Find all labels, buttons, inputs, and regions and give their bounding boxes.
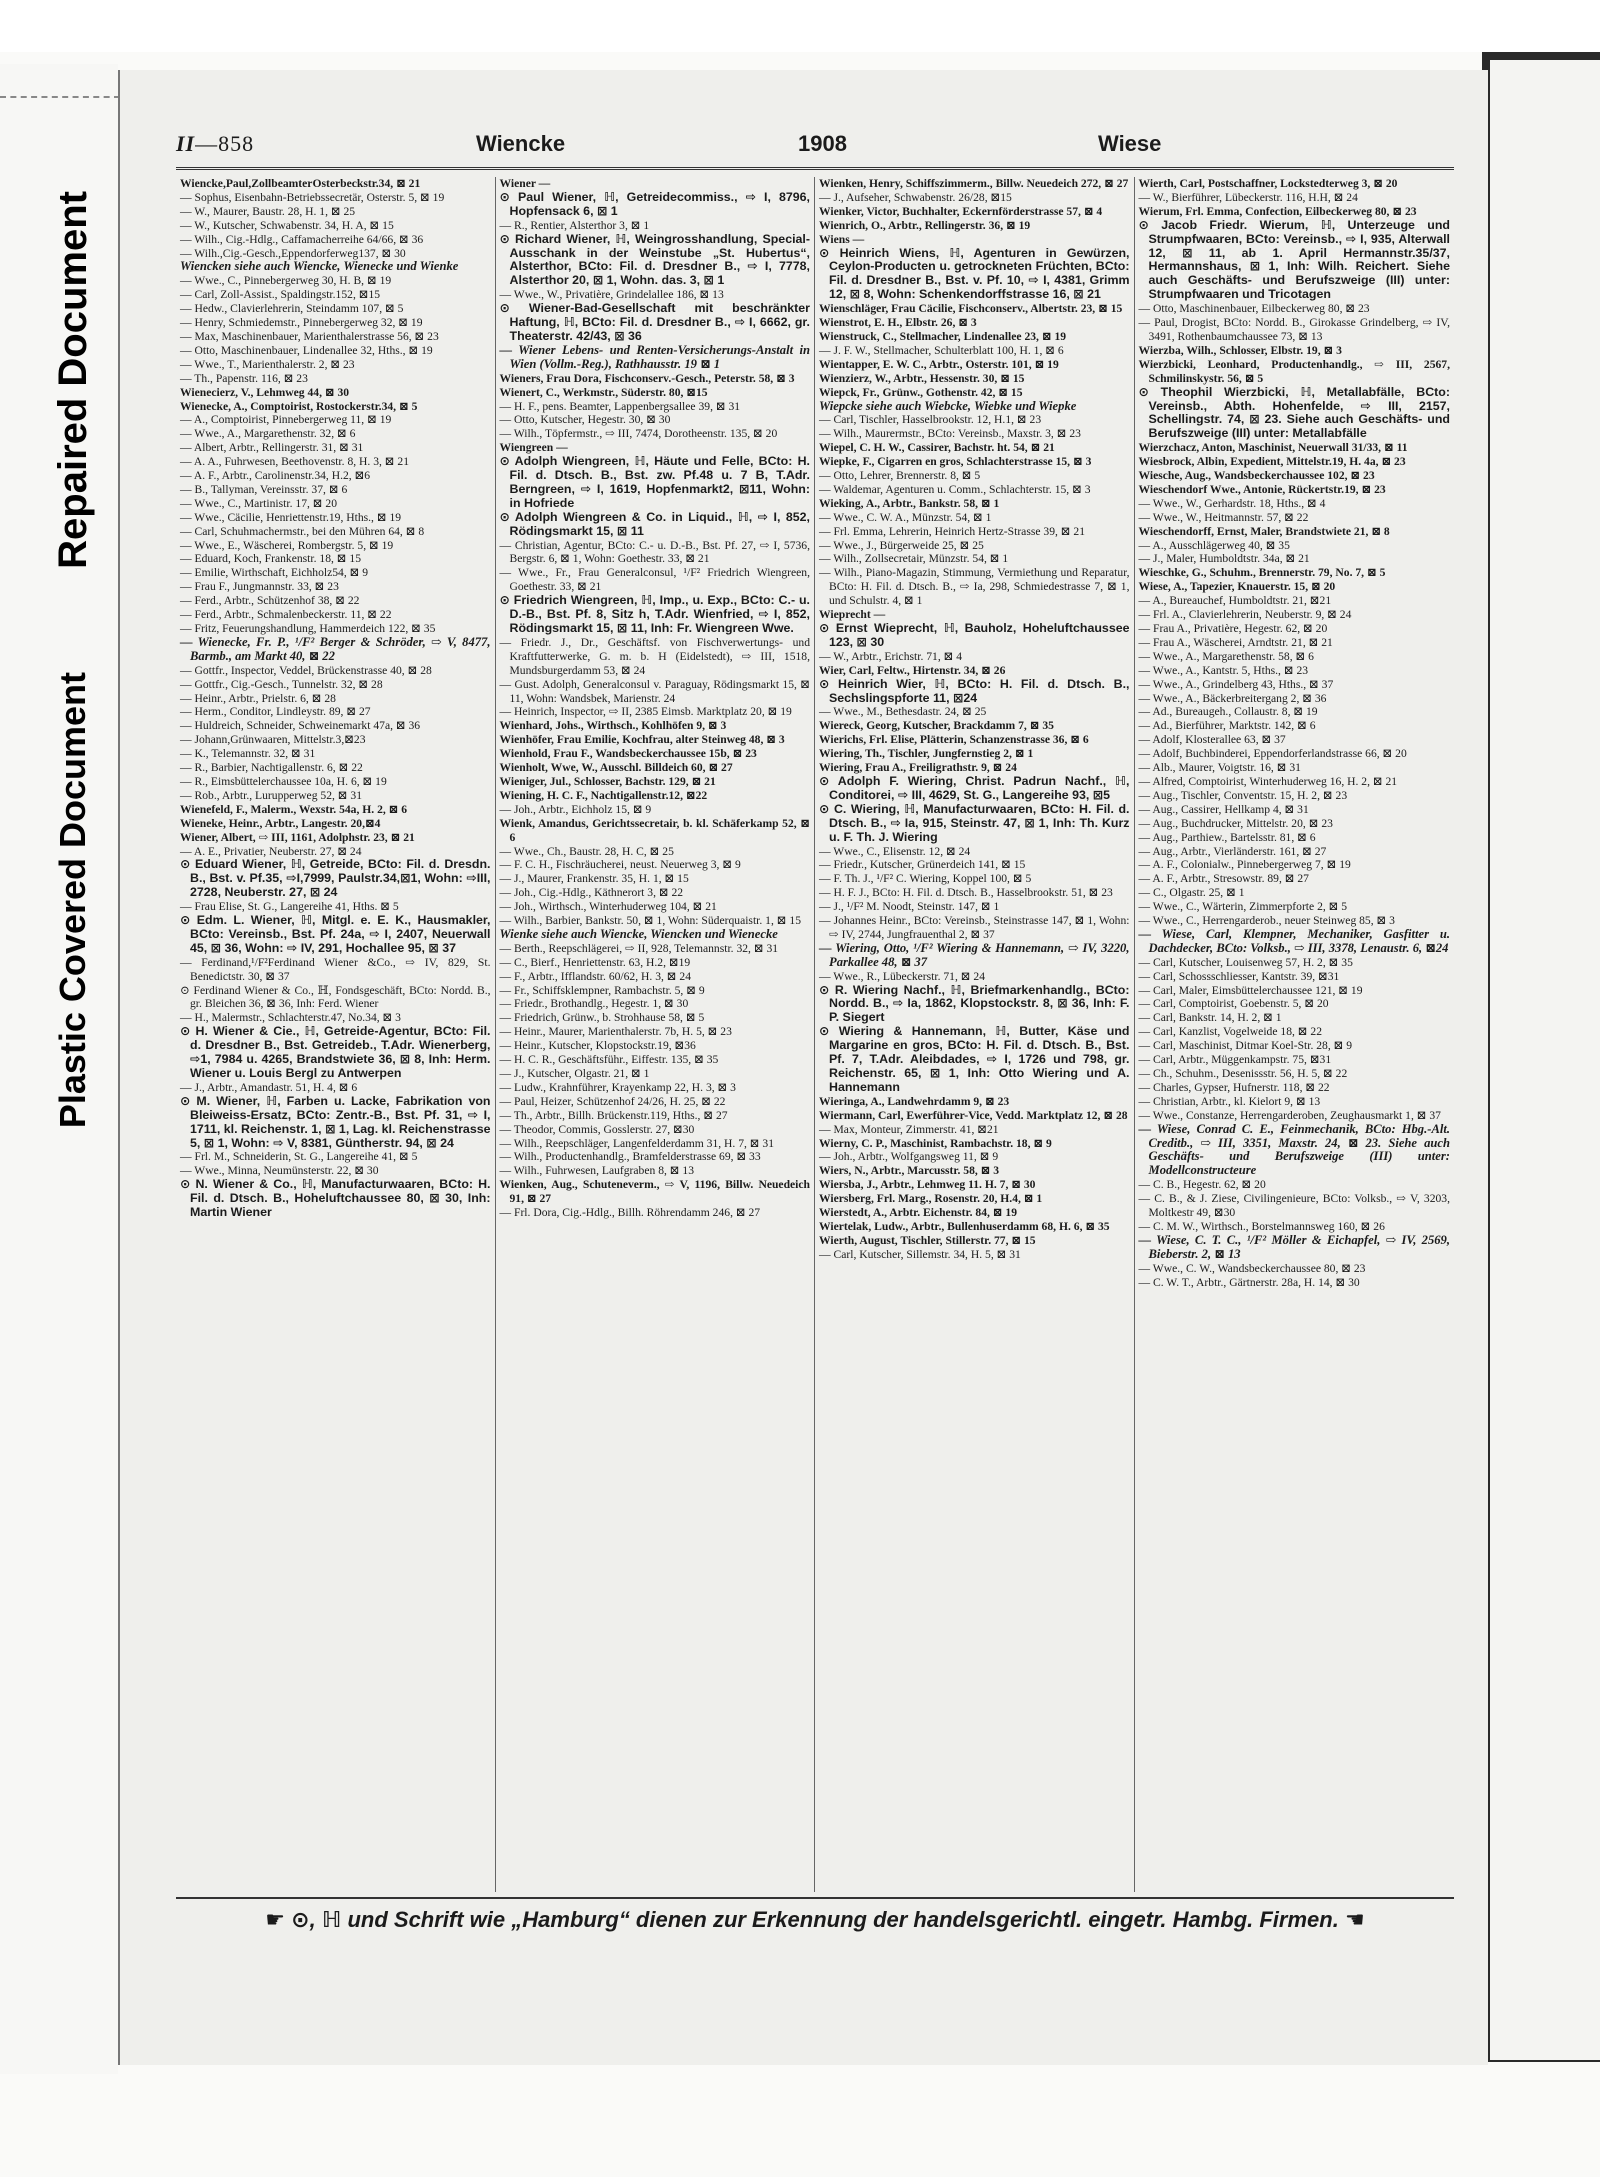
directory-entry: — Wwe., W., Privatière, Grindelallee 186, ⊠ 13: [499, 288, 724, 302]
directory-entry: Wiening, H. C. F., Nachtigallenstr.12, ⊠22: [499, 788, 708, 802]
directory-entry: — Carl, Maler, Eimsbüttelerchaussee 121, ⊠ 19: [1138, 983, 1363, 997]
directory-entry: — Carl, Schossschliesser, Kantstr. 39, ⊠31: [1138, 969, 1340, 983]
directory-entry: — A., Comptoirist, Pinnebergerweg 11, ⊠ 19: [180, 413, 392, 427]
directory-entry: Wienke siehe auch Wiencke, Wiencken und Wienecke: [499, 926, 778, 941]
directory-entry: — H. C. R., Geschäftsführ., Eiffestr. 135, ⊠ 35: [499, 1053, 719, 1067]
footer-symbols: ⊙, ℍ: [291, 1907, 342, 1932]
directory-entry: Wiepel, C. H. W., Cassirer, Bachstr. ht. 54, ⊠ 21: [819, 441, 1055, 455]
directory-entry: — H. F. J., BCto: H. Fil. d. Dtsch. B., Hasselbrookstr. 51, ⊠ 23: [819, 886, 1113, 900]
directory-entry: ⊙ C. Wiering, ℍ, Manufacturwaaren, BCto: H. Fil. d. Dtsch. B., ⇨ Ia, 915, Steinstr. 47, ⊠ 1, Inh: Th. Kurz u. F. Th. J. Wiering: [819, 801, 1130, 844]
directory-entry: — Frl. M., Schneiderin, St. G., Langereihe 41, ⊠ 5: [180, 1150, 418, 1164]
directory-entry: — Friedrich, Grünw., b. Strohhause 58, ⊠ 5: [499, 1011, 705, 1025]
directory-entry: — Waldemar, Agenturen u. Comm., Schlachterstr. 15, ⊠ 3: [819, 482, 1091, 496]
directory-entry: — Joh., Arbtr., Wolfgangsweg 11, ⊠ 9: [819, 1150, 999, 1164]
directory-entry: — C. M. W., Wirthsch., Borstelmannsweg 160, ⊠ 26: [1138, 1219, 1385, 1233]
directory-entry: — Wwe., W., Heitmannstr. 57, ⊠ 22: [1138, 510, 1309, 524]
directory-entry: — B., Tallyman, Vereinsstr. 37, ⊠ 6: [180, 482, 348, 496]
directory-entry: — C. B., Hegestr. 62, ⊠ 20: [1138, 1178, 1266, 1192]
directory-entry: Wienecierz, V., Lehmweg 44, ⊠ 30: [180, 385, 350, 399]
directory-entry: — Frl. Emma, Lehrerin, Heinrich Hertz-Strasse 39, ⊠ 21: [819, 524, 1085, 538]
directory-entry: — A., Bureauchef, Humboldtstr. 21, ⊠21: [1138, 594, 1332, 608]
directory-entry: — Carl, Comptoirist, Goebenstr. 5, ⊠ 20: [1138, 997, 1329, 1011]
top-margin: [0, 0, 1600, 52]
directory-entry: Wieringa, A., Landwehrdamm 9, ⊠ 23: [819, 1094, 1010, 1108]
directory-entry: — Herm., Conditor, Lindleystr. 89, ⊠ 27: [180, 705, 371, 719]
directory-entry: — Adolf, Klosterallee 63, ⊠ 37: [1138, 733, 1286, 747]
directory-entry: — Otto, Maschinenbauer, Eilbeckerweg 80, ⊠ 23: [1138, 302, 1370, 316]
directory-entry: — A. A., Fuhrwesen, Beethovenstr. 8, H. 3, ⊠ 21: [180, 455, 410, 469]
directory-entry: Wiese, A., Tapezier, Knauerstr. 15, ⊠ 20: [1138, 580, 1336, 594]
directory-entry: — Carl, Bankstr. 14, H. 2, ⊠ 1: [1138, 1011, 1282, 1025]
directory-entry: — Friedr., Kutscher, Grünerdeich 141, ⊠ 15: [819, 858, 1026, 872]
directory-entry: Wiermann, Carl, Ewerführer-Vice, Vedd. Marktplatz 12, ⊠ 28: [819, 1108, 1128, 1122]
directory-entry: — J., ¹/F² M. Noodt, Steinstr. 147, ⊠ 1: [819, 900, 1000, 914]
plastic-covered-text: Plastic Covered Document: [52, 671, 93, 1129]
directory-entry: Wiersberg, Frl. Marg., Rosenstr. 20, H.4, ⊠ 1: [819, 1192, 1043, 1206]
directory-entry: — Heinr., Arbtr., Prielstr. 6, ⊠ 28: [180, 691, 336, 705]
directory-entry: Wiepcke siehe auch Wiebcke, Wiebke und Wiepke: [819, 398, 1077, 413]
directory-entry: — F., Arbtr., Ifflandstr. 60/62, H. 3, ⊠ 24: [499, 969, 691, 983]
page-content: [176, 125, 1454, 2025]
directory-entry: — Wwe., A., Margarethenstr. 32, ⊠ 6: [180, 427, 356, 441]
directory-entry: Wierny, C. P., Maschinist, Rambachstr. 18, ⊠ 9: [819, 1136, 1052, 1150]
directory-entry: Wieschendorf Wwe., Antonie, Rückertstr.19, ⊠ 23: [1138, 482, 1386, 496]
directory-entry: — Wwe., Constanze, Herrengarderoben, Zeughausmarkt 1, ⊠ 37: [1138, 1108, 1441, 1122]
directory-entry: — Carl, Kutscher, Sillemstr. 34, H. 5, ⊠ 31: [819, 1247, 1021, 1261]
directory-entry: — Carl, Zoll-Assist., Spaldingstr.152, ⊠15: [180, 288, 381, 302]
directory-entry: Wienrich, O., Arbtr., Rellingerstr. 36, ⊠ 19: [819, 218, 1031, 232]
directory-entry: — Sophus, Eisenbahn-Betriebssecretär, Osterstr. 5, ⊠ 19: [180, 190, 445, 204]
directory-entry: Wienzierz, W., Arbtr., Hessenstr. 30, ⊠ 15: [819, 371, 1025, 385]
directory-entry: — K., Telemannstr. 32, ⊠ 31: [180, 747, 316, 761]
directory-entry: — Gottfr., Inspector, Veddel, Brückenstrasse 40, ⊠ 28: [180, 663, 432, 677]
footer-rule: [176, 1897, 1454, 1899]
header-rule: [176, 167, 1454, 170]
directory-entry: ⊙ Ferdinand Wiener & Co., ℍ, Fondsgeschäft, BCto: Nordd. B., gr. Bleichen 36, ⊠ 36, Inh: Ferd. Wiener: [180, 983, 491, 1011]
directory-entry: — Fr., Schiffsklempner, Rambachstr. 5, ⊠ 9: [499, 983, 705, 997]
directory-entry: — Wiese, Carl, Klempner, Mechaniker, Gasfitter u. Dachdecker, BCto: Volksb., ⇨ III, 3378, Lenaustr. 6, ⊠24: [1138, 926, 1450, 955]
directory-entry: Wierstedt, A., Arbtr. Eichenstr. 84, ⊠ 19: [819, 1206, 1018, 1220]
directory-entry: ⊙ Paul Wiener, ℍ, Getreidecommiss., ⇨ I, 8796, Hopfensack 6, ⊠ 1: [499, 189, 810, 218]
directory-entry: — Wwe., W., Gerhardstr. 18, Hths., ⊠ 4: [1138, 496, 1326, 510]
directory-entry: — Wwe., Ch., Baustr. 28, H. C, ⊠ 25: [499, 844, 674, 858]
directory-entry: — Heinr., Kutscher, Klopstockstr.19, ⊠36: [499, 1039, 696, 1053]
directory-entry: Wierichs, Frl. Elise, Plätterin, Schanzenstrasse 36, ⊠ 6: [819, 733, 1089, 747]
directory-entry: Wientapper, E. W. C., Arbtr., Osterstr. 101, ⊠ 19: [819, 357, 1059, 371]
directory-entry: — Carl, Maschinist, Ditmar Koel-Str. 28, ⊠ 9: [1138, 1039, 1353, 1053]
repaired-document-label: [40, 125, 96, 635]
directory-entry: — Frl. A., Clavierlehrerin, Neuberstr. 9, ⊠ 24: [1138, 608, 1352, 622]
directory-entry: — Alb., Maurer, Voigtstr. 16, ⊠ 31: [1138, 761, 1301, 775]
directory-entry: — Otto, Kutscher, Hegestr. 30, ⊠ 30: [499, 413, 671, 427]
directory-entry: ⊙ Heinrich Wiens, ℍ, Agenturen in Gewürzen, Ceylon-Producten u. getrockneten Früchten, BCto: Fil. d. Dresdner B., Bst. v. Pf. 10, ⇨ I, 4381, Grimm 12, ⊠ 8, Wohn: Schenkendorffstrasse 16, ⊠ 21: [819, 245, 1130, 302]
directory-entry: — Wilh., Töpfermstr., ⇨ III, 7474, Dorotheenstr. 135, ⊠ 20: [499, 427, 778, 441]
directory-entry: ⊙ Adolph Wiengreen, ℍ, Häute und Felle, BCto: H. Fil. d. Dtsch. B., Bst. zw. Pf.48 u. 7 B, T.Adr. Berngreen, ⇨ I, 1619, Hopfenmarkt2, ⊠11, Wohn: in Hofriede: [499, 454, 810, 510]
directory-entry: Wiens —: [819, 232, 865, 246]
directory-entry: — C. W. T., Arbtr., Gärtnerstr. 28a, H. 14, ⊠ 30: [1138, 1275, 1360, 1289]
directory-entry: — Wiener Lebens- und Renten-Versicherungs-Anstalt in Wien (Vollm.-Reg.), Rathhausstr. 19 ⊠ 1: [499, 342, 810, 371]
directory-entry: Wiereck, Georg, Kutscher, Brackdamm 7, ⊠ 35: [819, 719, 1054, 733]
column-2: [496, 177, 816, 1892]
directory-entry: — Joh., Arbtr., Eichholz 15, ⊠ 9: [499, 802, 652, 816]
directory-entry: Wieschendorff, Ernst, Maler, Brandstwiete 21, ⊠ 8: [1138, 524, 1390, 538]
directory-page: [118, 70, 1488, 2065]
directory-entry: — Max, Monteur, Zimmerstr. 41, ⊠21: [819, 1122, 999, 1136]
directory-entry: — Wwe., Fr., Frau Generalconsul, ¹/F² Friedrich Wiengreen, Goethestr. 33, ⊠ 21: [499, 566, 810, 594]
directory-entry: — Aug., Tischler, Conventstr. 15, H. 2, ⊠ 23: [1138, 788, 1348, 802]
directory-entry: — Wwe., C., Pinnebergerweg 30, H. B, ⊠ 19: [180, 274, 392, 288]
directory-entry: — Theodor, Commis, Gosslerstr. 27, ⊠30: [499, 1122, 695, 1136]
header-right-word: Wiese: [1098, 131, 1162, 156]
directory-entry: Wiesche, Aug., Wandsbeckerchaussee 102, ⊠ 23: [1138, 469, 1375, 483]
directory-entry: Wiesbrock, Albin, Expedient, Mittelstr.19, H. 4a, ⊠ 23: [1138, 455, 1406, 469]
directory-entry: — Friedr., Brothandlg., Hegestr. 1, ⊠ 30: [499, 997, 689, 1011]
directory-entry: — Wilh., Maurermstr., BCto: Vereinsb., Maxstr. 3, ⊠ 23: [819, 427, 1081, 441]
directory-entry: Wieneke, Heinr., Arbtr., Langestr. 20,⊠4: [180, 816, 381, 830]
page-ref: [176, 131, 254, 157]
directory-entry: Wierth, August, Tischler, Stillerstr. 77, ⊠ 15: [819, 1233, 1036, 1247]
directory-entry: — Wilh.,Cig.-Gesch.,Eppendorferweg137, ⊠ 30: [180, 246, 406, 260]
directory-entry: — R., Barbier, Nachtigallenstr. 6, ⊠ 22: [180, 761, 363, 775]
column-4: [1135, 177, 1455, 1892]
directory-entry: Wieniger, Jul., Schlosser, Bachstr. 129, ⊠ 21: [499, 774, 716, 788]
directory-entry: — Frl. Dora, Cig.-Hdlg., Billh. Röhrendamm 246, ⊠ 27: [499, 1206, 761, 1220]
directory-entry: Wieners, Frau Dora, Fischconserv.-Gesch., Peterstr. 58, ⊠ 3: [499, 371, 795, 385]
directory-entry: — Wwe., C., Wärterin, Zimmerpforte 2, ⊠ 5: [1138, 900, 1348, 914]
directory-entry: Wiencke,Paul,ZollbeamterOsterbeckstr.34, ⊠ 21: [180, 177, 421, 190]
directory-entry: — Carl, Kanzlist, Vogelweide 18, ⊠ 22: [1138, 1025, 1322, 1039]
directory-entry: — Max, Maschinenbauer, Marienthalerstrasse 56, ⊠ 23: [180, 329, 439, 343]
directory-entry: Wienstruck, C., Stellmacher, Lindenallee 23, ⊠ 19: [819, 329, 1067, 343]
directory-entry: — H., Malermstr., Schlachterstr.47, No.34, ⊠ 3: [180, 1011, 401, 1025]
directory-entry: ⊙ Theophil Wierzbicki, ℍ, Metallabfälle, BCto: Vereinsb., Abth. Hohenfelde, ⇨ III, 2157, Schellingstr. 74, ⊠ 23. Siehe auch Geschäfts- und Berufszweige (III) unter: Metallabfälle: [1138, 384, 1450, 441]
directory-entry: — A. E., Privatier, Neuberstr. 27, ⊠ 24: [180, 844, 362, 858]
directory-entry: ⊙ N. Wiener & Co., ℍ, Manufacturwaaren, BCto: H. Fil. d. Dtsch. B., Hoheluftchaussee 80, ⊠ 30, Inh: Martin Wiener: [180, 1177, 491, 1220]
directory-entry: — W., Maurer, Baustr. 28, H. 1, ⊠ 25: [180, 204, 356, 218]
directory-entry: — Aug., Cassirer, Hellkamp 4, ⊠ 31: [1138, 802, 1309, 816]
directory-entry: — Wilh., Reepschläger, Langenfelderdamm 31, H. 7, ⊠ 31: [499, 1136, 775, 1150]
directory-entry: — Henry, Schmiedemstr., Pinnebergerweg 32, ⊠ 19: [180, 316, 423, 330]
directory-entry: — Otto, Maschinenbauer, Lindenallee 32, Hths., ⊠ 19: [180, 343, 433, 357]
directory-entry: — Wilh., Fuhrwesen, Laufgraben 8, ⊠ 13: [499, 1164, 694, 1178]
directory-entry: — Frau F., Jungmannstr. 33, ⊠ 23: [180, 580, 339, 594]
directory-entry: Wienhöfer, Frau Emilie, Kochfrau, alter Steinweg 48, ⊠ 3: [499, 733, 785, 747]
directory-entry: Wienefeld, F., Malerm., Wexstr. 54a, H. 2, ⊠ 6: [180, 802, 408, 816]
directory-entry: Wiepck, Fr., Grünw., Gothenstr. 42, ⊠ 15: [819, 385, 1023, 399]
directory-entry: — Wwe., A., Bäckerbreitergang 2, ⊠ 36: [1138, 691, 1327, 705]
directory-entry: ⊙ Heinrich Wier, ℍ, BCto: H. Fil. d. Dtsch. B., Sechslingspforte 11, ⊠24: [819, 676, 1130, 705]
directory-entry: — Wilh., Productenhandlg., Bramfelderstrasse 69, ⊠ 33: [499, 1150, 761, 1164]
directory-entry: — Friedr. J., Dr., Geschäftsf. von Fischverwertungs- und Kraftfutterwerke, G. m. b. H (Eidelstedt), ⇨ III, 1518, Mundsburgerdamm 53, ⊠ 24: [499, 635, 810, 677]
directory-entry: Wiener, Albert, ⇨ III, 1161, Adolphstr. 23, ⊠ 21: [180, 830, 415, 844]
directory-entry: ⊙ Eduard Wiener, ℍ, Getreide, BCto: Fil. d. Dresdn. B., Bst. v. Pf.35, ⇨I,7999, Paulstr.34,⊠1, Wohn: ⇨III, 2728, Neuberstr. 27, ⊠ 24: [180, 857, 491, 900]
directory-entry: — Alfred, Comptoirist, Winterhuderweg 16, H. 2, ⊠ 21: [1138, 774, 1398, 788]
header-year: 1908: [798, 131, 847, 156]
directory-entry: — Rob., Arbtr., Lurupperweg 52, ⊠ 31: [180, 788, 362, 802]
directory-entry: Wiener —: [499, 177, 551, 190]
directory-entry: Wierth, Carl, Postschaffner, Lockstedterweg 3, ⊠ 20: [1138, 177, 1398, 190]
directory-entry: ⊙ Wiener-Bad-Gesellschaft mit beschränkter Haftung, ℍ, BCto: Fil. d. Dresdner B., ⇨ I, 6662, gr. Theaterstr. 42/43, ⊠ 36: [499, 301, 810, 343]
directory-entry: ⊙ M. Wiener, ℍ, Farben u. Lacke, Fabrikation von Bleiweiss-Ersatz, BCto: Zentr.-B., Bst. Pf. 31, ⇨ I, 1711, kl. Reichenstr. 1, ⊠ 1, Lag. kl. Reichenstrasse 5, ⊠ 1, Wohn: ⇨ V, 8381, Güntherstr. 94, ⊠ 24: [180, 1093, 491, 1150]
directory-entry: — Gust. Adolph, Generalconsul v. Paraguay, Rödingsmarkt 15, ⊠ 11, Wohn: Wandsbek, Marienstr. 24: [499, 677, 810, 705]
directory-entry: Wierzchacz, Anton, Maschinist, Neuerwall 31/33, ⊠ 11: [1138, 441, 1408, 455]
directory-entry: — Johannes Heinr., BCto: Vereinsb., Steinstrasse 147, ⊠ 1, Wohn: ⇨ IV, 2744, Jungfrauenthal 2, ⊠ 37: [819, 914, 1130, 941]
directory-entry: Wiering, Th., Tischler, Jungfernstieg 2, ⊠ 1: [819, 747, 1034, 761]
directory-entry: Wierum, Frl. Emma, Confection, Eilbeckerweg 80, ⊠ 23: [1138, 204, 1417, 218]
directory-entry: — Emilie, Wirthschaft, Eichholz54, ⊠ 9: [180, 566, 369, 580]
pointing-hand-left-icon: ☛: [265, 1907, 286, 1932]
directory-entry: Wiers, N., Arbtr., Marcusstr. 58, ⊠ 3: [819, 1164, 1000, 1178]
directory-entry: — Wwe., J., Bürgerweide 25, ⊠ 25: [819, 538, 984, 552]
directory-entry: — W., Bierführer, Lübeckerstr. 116, H.H, ⊠ 24: [1138, 190, 1358, 204]
directory-entry: — Wilh., Barbier, Bankstr. 50, ⊠ 1, Wohn: Süderquaistr. 1, ⊠ 15: [499, 914, 801, 928]
directory-entry: Wiering, Frau A., Freiligrathstr. 9, ⊠ 24: [819, 761, 1017, 775]
directory-entry: — Wwe., A., Kantstr. 5, Hths., ⊠ 23: [1138, 663, 1309, 677]
directory-entry: — Wwe., Minna, Neumünsterstr. 22, ⊠ 30: [180, 1164, 379, 1178]
directory-entry: — Ludw., Krahnführer, Krayenkamp 22, H. 3, ⊠ 3: [499, 1080, 736, 1094]
volume-number: II: [176, 131, 196, 156]
directory-entry: — W., Arbtr., Erichstr. 71, ⊠ 4: [819, 649, 963, 663]
directory-entry: — J., Kutscher, Olgastr. 21, ⊠ 1: [499, 1067, 650, 1080]
directory-entry: ⊙ Adolph Wiengreen & Co. in Liquid., ℍ, ⇨ I, 852, Rödingsmarkt 15, ⊠ 11: [499, 509, 810, 538]
directory-entry: — Wwe., E., Wäscherei, Rombergstr. 5, ⊠ 19: [180, 538, 394, 552]
directory-entry: — Carl, Arbtr., Müggenkampstr. 75, ⊠31: [1138, 1053, 1332, 1067]
directory-entry: ⊙ Friedrich Wiengreen, ℍ, Imp., u. Exp., BCto: C.- u. D.-B., Bst. Pf. 8, Sitz h, T.Adr. Wienfried, ⇨ I, 852, Rödingsmarkt 15, ⊠ 11, Inh: Fr. Wiengreen Wwe.: [499, 593, 810, 635]
directory-entry: — Christian, Agentur, BCto: C.- u. D.-B., Bst. Pf. 27, ⇨ I, 5736, Bergstr. 6, ⊠ 1, Wohn: Goethestr. 33, ⊠ 21: [499, 538, 810, 566]
directory-entry: — Carl, Schuhmachermstr., bei den Mühren 64, ⊠ 8: [180, 524, 425, 538]
directory-entry: ⊙ R. Wiering Nachf., ℍ, Briefmarkenhandlg., BCto: Nordd. B., ⇨ Ia, 1862, Klopstockstr. 8, ⊠ 36, Inh: F. P. Siegert: [819, 982, 1130, 1025]
directory-entry: Wiersba, J., Arbtr., Lehmweg 11. H. 7, ⊠ 30: [819, 1178, 1036, 1192]
directory-entry: — Wwe., C. W., Wandsbeckerchaussee 80, ⊠ 23: [1138, 1261, 1366, 1275]
directory-entry: — H. F., pens. Beamter, Lappenbergsallee 39, ⊠ 31: [499, 399, 741, 413]
directory-entry: Wienken, Henry, Schiffszimmerm., Billw. Neuedeich 272, ⊠ 27: [819, 177, 1129, 190]
header-left-word: Wiencke: [476, 131, 566, 156]
directory-entry: — Wilh., Cig.-Hdlg., Caffamacherreihe 64/66, ⊠ 36: [180, 232, 424, 246]
page-header: [176, 125, 1454, 165]
directory-entry: — Frau A., Privatière, Hegestr. 62, ⊠ 20: [1138, 622, 1328, 635]
directory-entry: — Th., Arbtr., Billh. Brückenstr.119, Hths., ⊠ 27: [499, 1108, 728, 1122]
directory-entry: — Albert, Arbtr., Rellingerstr. 31, ⊠ 31: [180, 441, 364, 455]
directory-entry: — J., Maurer, Frankenstr. 35, H. 1, ⊠ 15: [499, 872, 689, 886]
footer-text: und Schrift wie „Hamburg“ dienen zur Erkennung der handelsgerichtl. eingetr. Hambg. Firmen.: [347, 1907, 1339, 1932]
column-3: [815, 177, 1135, 1892]
directory-entry: Wienhard, Johs., Wirthsch., Kohlhöfen 9, ⊠ 3: [499, 719, 727, 733]
directory-entry: — W., Kutscher, Schwabenstr. 34, H. A, ⊠ 15: [180, 218, 394, 232]
directory-entry: — Wwe., R., Lübeckerstr. 71, ⊠ 24: [819, 969, 985, 983]
directory-entry: — A. F., Colonialw., Pinnebergerweg 7, ⊠ 19: [1138, 858, 1351, 872]
directory-entry: — J., Maler, Humboldtstr. 34a, ⊠ 21: [1138, 552, 1310, 566]
directory-entry: — Wwe., C., Herrengarderob., neuer Steinweg 85, ⊠ 3: [1138, 914, 1395, 928]
directory-entry: — Joh., Cig.-Hdlg., Käthnerort 3, ⊠ 22: [499, 886, 684, 900]
directory-entry: — Carl, Kutscher, Louisenweg 57, H. 2, ⊠ 35: [1138, 955, 1353, 969]
directory-entry: — J., Aufseher, Schwabenstr. 26/28, ⊠15: [819, 190, 1012, 204]
directory-entry: — C., Olgastr. 25, ⊠ 1: [1138, 886, 1245, 900]
directory-entry: — Eduard, Koch, Frankenstr. 18, ⊠ 15: [180, 552, 362, 566]
directory-entry: Wiertelak, Ludw., Arbtr., Bullenhuserdamm 68, H. 6, ⊠ 35: [819, 1219, 1110, 1233]
directory-entry: — Paul, Drogist, BCto: Nordd. B., Girokasse Grindelberg, ⇨ IV, 3491, Rothenbaumchaussee 73, ⊠ 13: [1138, 316, 1450, 343]
directory-entry: — Fritz, Feuerungshandlung, Hammerdeich 122, ⊠ 35: [180, 622, 436, 635]
next-page-edge: [1490, 60, 1600, 2060]
pointing-hand-right-icon: ☚: [1344, 1907, 1365, 1932]
directory-entry: Wienken, Aug., Schuteneverm., ⇨ V, 1196, Billw. Neuedeich 91, ⊠ 27: [499, 1178, 810, 1206]
directory-entry: — Heinrich, Inspector, ⇨ II, 2385 Eimsb. Marktplatz 20, ⊠ 19: [499, 705, 792, 719]
directory-entry: Wienk, Amandus, Gerichtssecretair, b. kl. Schäferkamp 52, ⊠ 6: [499, 816, 810, 844]
directory-entry: — Heinr., Maurer, Marienthalerstr. 7b, H. 5, ⊠ 23: [499, 1025, 732, 1039]
directory-entry: — J., Arbtr., Amandastr. 51, H. 4, ⊠ 6: [180, 1080, 358, 1094]
directory-entry: — Huldreich, Schneider, Schweinemarkt 47a, ⊠ 36: [180, 719, 421, 733]
directory-entry: — Wwe., Cäcilie, Henriettenstr.19, Hths., ⊠ 19: [180, 510, 402, 524]
directory-entry: — Wiese, C. T. C., ¹/F² Möller & Eichapfel, ⇨ IV, 2569, Bieberstr. 2, ⊠ 13: [1138, 1232, 1450, 1261]
directory-entry: — Wwe., C. W. A., Münzstr. 54, ⊠ 1: [819, 510, 992, 524]
directory-entry: — J. F. W., Stellmacher, Schulterblatt 100, H. 1, ⊠ 6: [819, 343, 1064, 357]
directory-entry: — Carl, Tischler, Hasselbrookstr. 12, H.1, ⊠ 23: [819, 413, 1042, 427]
directory-entry: — Aug., Arbtr., Vierländerstr. 161, ⊠ 27: [1138, 844, 1327, 858]
directory-entry: — F. C. H., Fischräucherei, neust. Neuerweg 3, ⊠ 9: [499, 858, 741, 872]
directory-entry: — Aug., Buchdrucker, Mittelstr. 20, ⊠ 23: [1138, 816, 1333, 830]
directory-entry: — Berth., Reepschlägerei, ⇨ II, 928, Telemannstr. 32, ⊠ 31: [499, 941, 779, 955]
directory-entry: ⊙ Adolph F. Wiering, Christ. Padrun Nachf., ℍ, Conditorei, ⇨ III, 4629, St. G., Langereihe 93, ⊠5: [819, 773, 1130, 802]
directory-entry: Wieschke, G., Schuhm., Brennerstr. 79, No. 7, ⊠ 5: [1138, 566, 1386, 580]
directory-entry: — Joh., Wirthsch., Winterhuderweg 104, ⊠ 21: [499, 900, 717, 914]
page-footer: [176, 1907, 1454, 1947]
directory-entry: — Wilh., Zollsecretair, Münzstr. 54, ⊠ 1: [819, 552, 1009, 566]
directory-entry: ⊙ Wiering & Hannemann, ℍ, Butter, Käse und Margarine en gros, BCto: H. Fil. d. Dtsch. B., Bst. Pf. 7, T.Adr. Aleibdades, ⇨ I, 1726 und 798, gr. Reichenstr. 65, ⊠ 1, Inh: Otto Wiering und A. Hannemann: [819, 1024, 1130, 1094]
directory-entry: — Christian, Arbtr., kl. Kielort 9, ⊠ 13: [1138, 1094, 1321, 1108]
directory-entry: — Johann,Grünwaaren, Mittelstr.3,⊠23: [180, 733, 366, 747]
directory-entry: — Ad., Bureaugeh., Collaustr. 8, ⊠ 19: [1138, 705, 1318, 719]
directory-entry: — A. F., Arbtr., Stresowstr. 89, ⊠ 27: [1138, 872, 1309, 886]
directory-entry: — Wwe., M., Bethesdastr. 24, ⊠ 25: [819, 705, 987, 719]
directory-columns: [176, 177, 1454, 1892]
directory-entry: — Wienecke, Fr. P., ¹/F² Berger & Schröder, ⇨ V, 8477, Barmb., am Markt 40, ⊠ 22: [180, 634, 491, 663]
directory-entry: — Wwe., C., Elisenstr. 12, ⊠ 24: [819, 844, 971, 858]
directory-entry: — Gottfr., Cig.-Gesch., Tunnelstr. 32, ⊠ 28: [180, 677, 383, 691]
directory-entry: Wienstrot, E. H., Elbstr. 26, ⊠ 3: [819, 316, 977, 330]
repaired-document-text: Repaired Document: [51, 191, 95, 569]
directory-entry: — Wiering, Otto, ¹/F² Wiering & Hannemann, ⇨ IV, 3220, Parkallee 48, ⊠ 37: [819, 940, 1130, 969]
directory-entry: Wiepke, F., Cigarren en gros, Schlachterstrasse 15, ⊠ 3: [819, 455, 1092, 469]
directory-entry: — Wwe., A., Grindelberg 43, Hths., ⊠ 37: [1138, 677, 1334, 691]
directory-entry: — C., Bierf., Henriettenstr. 63, H.2, ⊠19: [499, 955, 691, 969]
dashed-line: [0, 96, 120, 98]
directory-entry: — Wwe., A., Margarethenstr. 58, ⊠ 6: [1138, 649, 1314, 663]
directory-entry: ⊙ H. Wiener & Cie., ℍ, Getreide-Agentur, BCto: Fil. d. Dresdner B., Bst. Getreideb., T.Adr. Wienerberg, ⇨1, 7984 u. 4265, Brandstwiete 36, ⊠ 8, Inh: Herm. Wiener u. Louis Bergl zu Antwerpen: [180, 1024, 491, 1080]
directory-entry: — F. Th. J., ¹/F² C. Wiering, Koppel 100, ⊠ 5: [819, 872, 1032, 886]
directory-entry: — Wwe., T., Marienthalerstr. 2, ⊠ 23: [180, 357, 355, 371]
directory-entry: — Wiese, Conrad C. E., Feinmechanik, BCto: Hbg.-Alt. Creditb., ⇨ III, 3351, Maxstr. 24, ⊠ 23. Siehe auch Geschäfts- und Berufszweige (III) unter: Modellconstructeure: [1138, 1121, 1450, 1178]
directory-entry: — Ferdinand,¹/F²Ferdinand Wiener &Co., ⇨ IV, 829, St. Benedictstr. 30, ⊠ 37: [180, 955, 491, 983]
directory-entry: ⊙ Ernst Wieprecht, ℍ, Bauholz, Hoheluftchaussee 123, ⊠ 30: [819, 621, 1130, 649]
directory-entry: — Charles, Gypser, Hufnerstr. 118, ⊠ 22: [1138, 1080, 1330, 1094]
plastic-covered-label: [38, 660, 94, 1140]
page-number: 858: [218, 131, 255, 156]
directory-entry: — A. F., Arbtr., Carolinenstr.34, H.2, ⊠6: [180, 469, 371, 483]
directory-entry: Wiengreen —: [499, 441, 568, 455]
directory-entry: — A., Ausschlägerweg 40, ⊠ 35: [1138, 538, 1290, 552]
directory-entry: — Wwe., C., Martinistr. 17, ⊠ 20: [180, 496, 337, 510]
directory-entry: — Adolf, Buchbinderei, Eppendorferlandstrasse 66, ⊠ 20: [1138, 747, 1407, 761]
directory-entry: Wiencken siehe auch Wiencke, Wienecke und Wienke: [180, 259, 459, 274]
directory-entry: — Ad., Bierführer, Marktstr. 142, ⊠ 6: [1138, 719, 1316, 733]
directory-entry: Wienert, C., Werkmstr., Süderstr. 80, ⊠15: [499, 385, 708, 399]
directory-entry: Wienecke, A., Comptoirist, Rostockerstr.34, ⊠ 5: [180, 399, 418, 413]
directory-entry: — Hedw., Clavierlehrerin, Steindamm 107, ⊠ 5: [180, 302, 404, 316]
directory-entry: — Ch., Schuhm., Desenissstr. 56, H. 5, ⊠ 22: [1138, 1067, 1348, 1080]
directory-entry: — Otto, Lehrer, Brennerstr. 8, ⊠ 5: [819, 469, 981, 483]
directory-entry: — C. B., & J. Ziese, Civilingenieure, BCto: Volksb., ⇨ V, 3203, Moltkestr 49, ⊠30: [1138, 1192, 1450, 1220]
directory-entry: Wierzbicki, Leonhard, Productenhandlg., ⇨ III, 2567, Schmilinskystr. 56, ⊠ 5: [1138, 357, 1450, 385]
directory-entry: Wienschläger, Frau Cäcilie, Fischconserv., Albertstr. 23, ⊠ 15: [819, 302, 1123, 316]
directory-entry: Wienhold, Frau F., Wandsbeckerchaussee 15b, ⊠ 23: [499, 747, 757, 761]
directory-entry: Wier, Carl, Feltw., Hirtenstr. 34, ⊠ 26: [819, 663, 1006, 677]
directory-entry: Wierzba, Wilh., Schlosser, Elbstr. 19, ⊠ 3: [1138, 343, 1342, 357]
column-1: [176, 177, 496, 1892]
directory-entry: Wieprecht —: [819, 608, 886, 622]
directory-entry: — Frau Elise, St. G., Langereihe 41, Hths. ⊠ 5: [180, 900, 399, 914]
directory-entry: ⊙ Richard Wiener, ℍ, Weingrosshandlung, Special-Ausschank in der Weinstube „St. Hubertus“, Alsterthor, BCto: Fil. d. Dresdner B., ⇨ I, 7778, Alsterthor 20, ⊠ 1, Wohn. das. 3, ⊠ 1: [499, 231, 810, 288]
directory-entry: — Th., Papenstr. 116, ⊠ 23: [180, 371, 308, 385]
directory-entry: — Aug., Parthiew., Bartelsstr. 81, ⊠ 6: [1138, 830, 1316, 844]
directory-entry: — Ferd., Arbtr., Schützenhof 38, ⊠ 22: [180, 594, 360, 608]
directory-entry: — Frau A., Wäscherei, Arndtstr. 21, ⊠ 21: [1138, 635, 1333, 649]
directory-entry: — Paul, Heizer, Schützenhof 24/26, H. 25, ⊠ 22: [499, 1094, 726, 1108]
directory-entry: ⊙ Edm. L. Wiener, ℍ, Mitgl. e. E. K., Hausmakler, BCto: Vereinsb., Bst. Pf. 24a, ⇨ I, 2407, Neuerwall 45, ⊠ 36, Wohn: ⇨ IV, 291, Hochallee 95, ⊠ 37: [180, 913, 491, 955]
directory-entry: Wieking, A., Arbtr., Bankstr. 58, ⊠ 1: [819, 496, 1000, 510]
page-number-prefix: —: [195, 131, 219, 156]
directory-entry: ⊙ Jacob Friedr. Wierum, ℍ, Unterzeuge und Strumpfwaaren, BCto: Vereinsb., ⇨ I, 935, Alterwall 12, ⊠ 11, ab 1. April Hermannstr.35/37, Hermannshaus, ⊠ 1, Inh: Wilh. Reichert. Siehe auch Geschäfts- und Berufszweige (III) unter: Strumpfwaaren und Tricotagen: [1138, 217, 1450, 302]
directory-entry: — R., Rentier, Alsterthor 3, ⊠ 1: [499, 218, 650, 232]
directory-entry: Wienholt, Wwe, W., Ausschl. Billdeich 60, ⊠ 27: [499, 761, 733, 775]
directory-entry: — Ferd., Arbtr., Schmalenbeckerstr. 11, ⊠ 22: [180, 608, 392, 622]
directory-entry: — R., Eimsbüttelerchaussee 10a, H. 6, ⊠ 19: [180, 774, 387, 788]
directory-entry: — Wilh., Piano-Magazin, Stimmung, Vermiethung und Reparatur, BCto: H. Fil. d. Dtsch. B., ⇨ Ia, 298, Schmiedestrasse 7, ⊠ 1, und Schulstr. 4, ⊠ 1: [819, 566, 1130, 608]
directory-entry: Wienker, Victor, Buchhalter, Eckernförderstrasse 57, ⊠ 4: [819, 204, 1103, 218]
